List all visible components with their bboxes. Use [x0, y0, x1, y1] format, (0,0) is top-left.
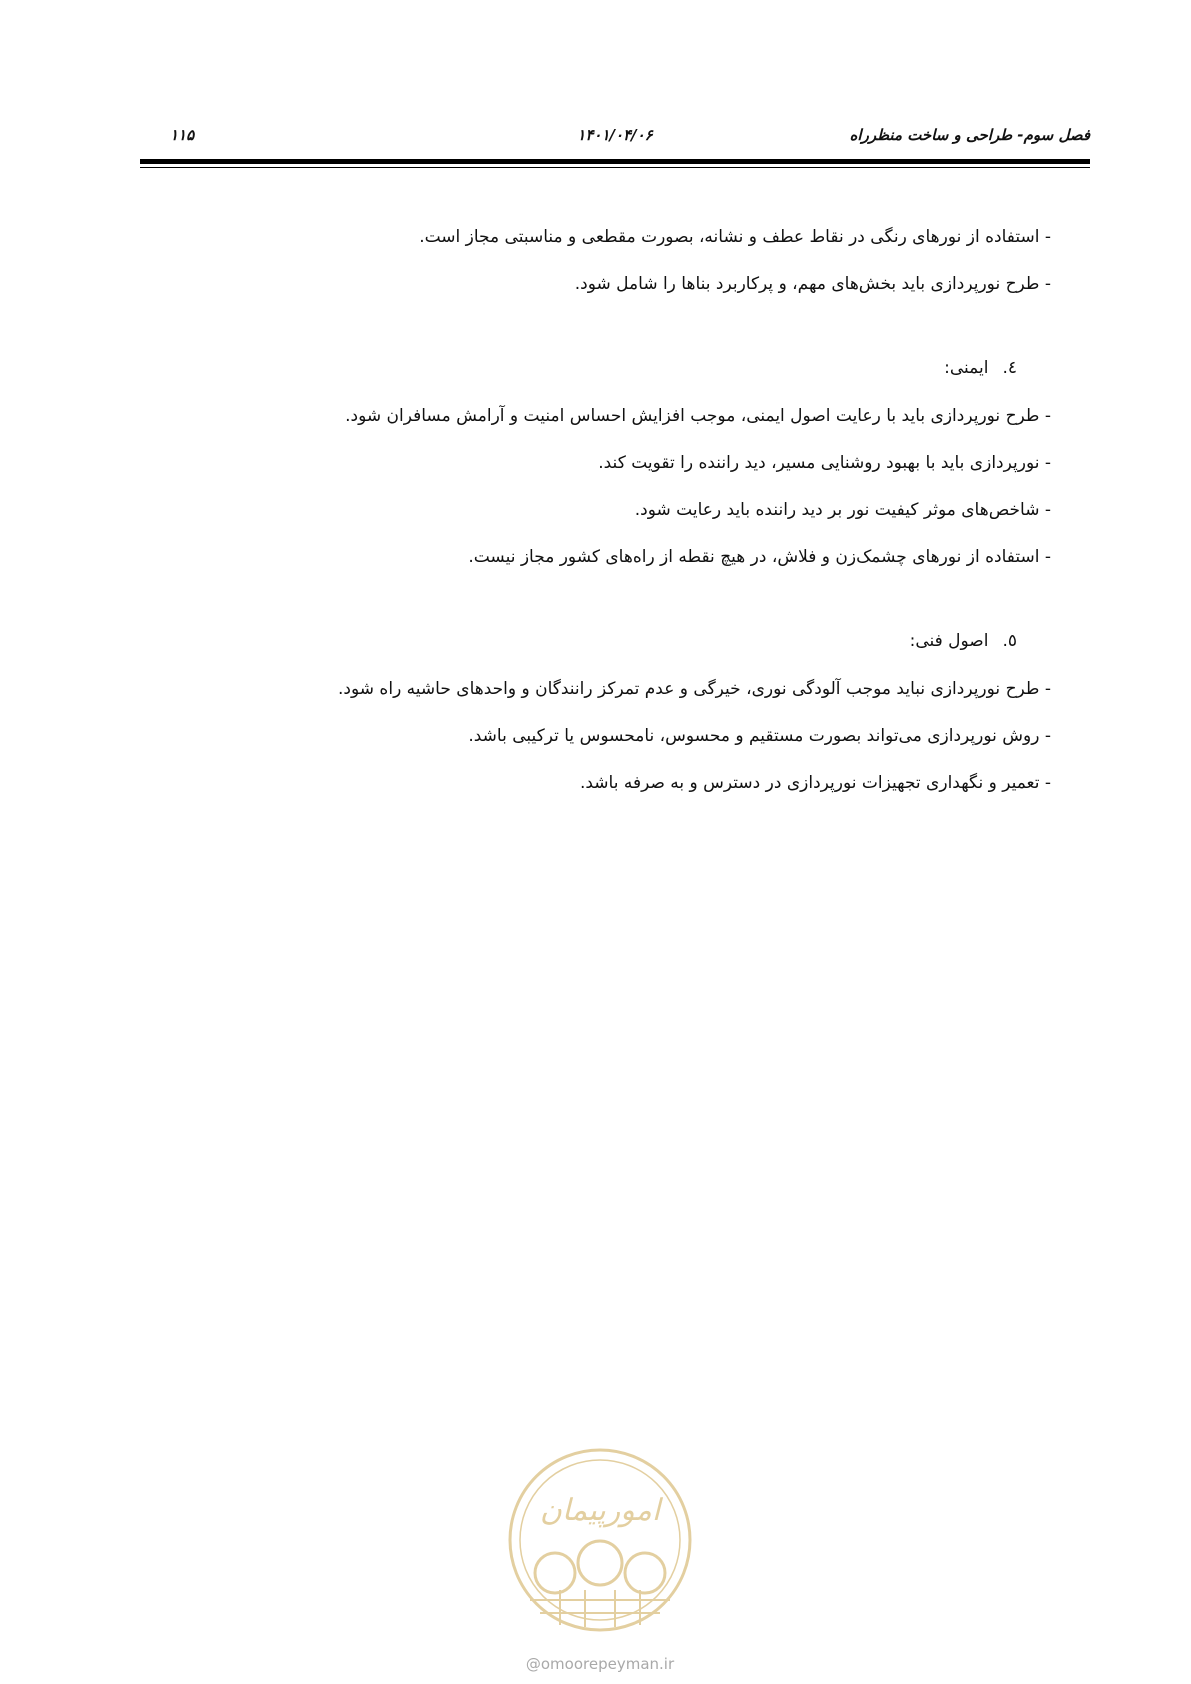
- page-header: [140, 126, 1090, 152]
- bullet-line: - استفاده از نورهای رنگی در نقاط عطف و نشانه، بصورت مقطعی و مناسبتی مجاز است.: [419, 227, 1051, 247]
- bullet-line: - طرح نورپردازی باید با رعایت اصول ایمنی، موجب افزایش احساس امنیت و آرامش مسافران شود.: [345, 406, 1051, 426]
- bullet-line: - تعمیر و نگهداری تجهیزات نورپردازی در دسترس و به صرفه باشد.: [579, 773, 1051, 793]
- bullet-line: - روش نورپردازی می‌تواند بصورت مستقیم و محسوس، نامحسوس یا ترکیبی باشد.: [468, 726, 1051, 746]
- section-title: ایمنی:: [944, 358, 989, 378]
- bullet-line: - نورپردازی باید با بهبود روشنایی مسیر، دید راننده را تقویت کند.: [598, 453, 1051, 473]
- seal-lettering: امورپیمان: [539, 1493, 661, 1528]
- section-heading-technical: [151, 616, 1051, 666]
- page-body: [151, 214, 1051, 807]
- header-rule-thick: [140, 159, 1090, 164]
- section-title: اصول فنی:: [909, 631, 989, 651]
- page-number: ۱۱۵: [170, 126, 195, 144]
- header-rule-thin: [140, 167, 1090, 168]
- section-number: ٥.: [1002, 631, 1017, 651]
- watermark-url: @omoorepeyman.ir: [525, 1655, 675, 1673]
- bullet-line: - طرح نورپردازی باید بخش‌های مهم، و پرکاربرد بناها را شامل شود.: [574, 274, 1051, 294]
- bullet-line: - استفاده از نورهای چشمک‌زن و فلاش، در هیچ نقطه از راه‌های کشور مجاز نیست.: [468, 547, 1051, 567]
- section-number: ٤.: [1002, 358, 1017, 378]
- seal-watermark-logo: [505, 1445, 695, 1635]
- bullet-line: - شاخص‌های موثر کیفیت نور بر دید راننده باید رعایت شود.: [634, 500, 1051, 520]
- section-heading-safety: [151, 343, 1051, 393]
- header-date: ۱۴۰۱/۰۴/۰۶: [577, 126, 653, 144]
- bullet-line: - طرح نورپردازی نباید موجب آلودگی نوری، خیرگی و عدم تمرکز رانندگان و واحدهای حاشیه راه شود.: [338, 679, 1051, 699]
- chapter-title: فصل سوم- طراحی و ساخت منظرراه: [849, 126, 1090, 144]
